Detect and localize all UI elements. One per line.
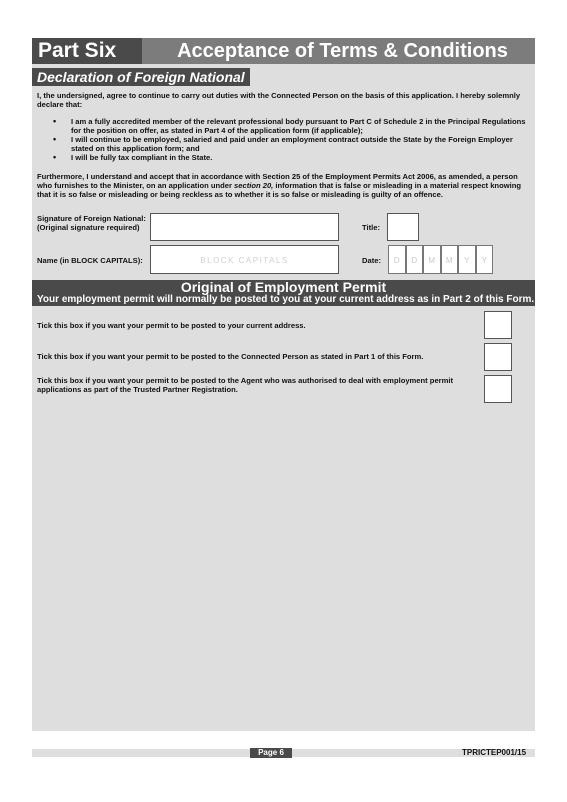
option-agent-label: Tick this box if you want your permit to be posted to the Agent who was authorised to deal with employment permit applications as part of the Trusted Partner Registration.	[37, 376, 454, 394]
date-month-1[interactable]: M	[423, 245, 441, 274]
form-panel	[32, 64, 535, 731]
signature-note: (Original signature required)	[37, 223, 140, 232]
offence-statement	[37, 172, 529, 199]
offence-text-2: information that is false or misleading in a material respect knowing that it is so false or misleading or being reckless as to whether it is so false or misleading is guilty of an offence.	[37, 181, 521, 199]
option-connected-person-label: Tick this box if you want your permit to be posted to the Connected Person as stated in Part 1 of this Form.	[37, 352, 424, 361]
offence-text-italic: section 20,	[234, 181, 274, 190]
option-current-address-label: Tick this box if you want your permit to be posted to your current address.	[37, 321, 306, 330]
date-day-2[interactable]: D	[406, 245, 424, 274]
offence-text-1: Furthermore, I understand and accept that in accordance with Section 25 of the Employment Permits Act 2006, as amended, a person who furnishes to the Minister, on an application under	[37, 172, 518, 190]
part-label: Part Six	[32, 38, 142, 64]
form-code: TPRICTEP001/15	[462, 748, 527, 757]
declaration-intro: I, the undersigned, agree to continue to carry out duties with the Connected Person on the basis of this application. I hereby solemnly declare that:	[37, 91, 521, 109]
name-label: Name (in BLOCK CAPITALS):	[37, 256, 143, 265]
page-title: Acceptance of Terms & Conditions	[177, 40, 508, 62]
signature-field[interactable]	[150, 213, 339, 241]
connected-person-checkbox[interactable]	[484, 343, 512, 371]
list-item: • I will continue to be employed, salaried and paid under an employment contract outside the State by the Foreign Employer stated on this application form; and	[37, 135, 529, 153]
page-number: Page 6	[250, 748, 292, 758]
signature-label-text: Signature of Foreign National:	[37, 214, 146, 223]
title-field[interactable]	[387, 213, 419, 241]
date-year-2[interactable]: Y	[476, 245, 494, 274]
date-field[interactable]	[388, 245, 493, 274]
signature-label	[37, 214, 147, 232]
current-address-checkbox[interactable]	[484, 311, 512, 339]
permit-subheading: Your employment permit will normally be posted to you at your current address as in Part 2 of this Form.	[37, 294, 535, 305]
date-label: Date:	[362, 256, 381, 265]
agent-checkbox[interactable]	[484, 375, 512, 403]
date-year-1[interactable]: Y	[458, 245, 476, 274]
name-field[interactable]: BLOCK CAPITALS	[150, 245, 339, 274]
declaration-bullets	[37, 117, 529, 162]
date-month-2[interactable]: M	[441, 245, 459, 274]
list-item: • I will be fully tax compliant in the State.	[37, 153, 529, 162]
date-day-1[interactable]: D	[388, 245, 406, 274]
declaration-heading: Declaration of Foreign National	[32, 68, 250, 86]
title-label: Title:	[362, 223, 381, 232]
list-item: • I am a fully accredited member of the relevant professional body pursuant to Part C of Schedule 2 in the Principal Regulations for the position on offer, as stated in Part 4 of the application form (if applicable);	[37, 117, 529, 135]
permit-heading: Original of Employment Permit	[180, 279, 387, 295]
